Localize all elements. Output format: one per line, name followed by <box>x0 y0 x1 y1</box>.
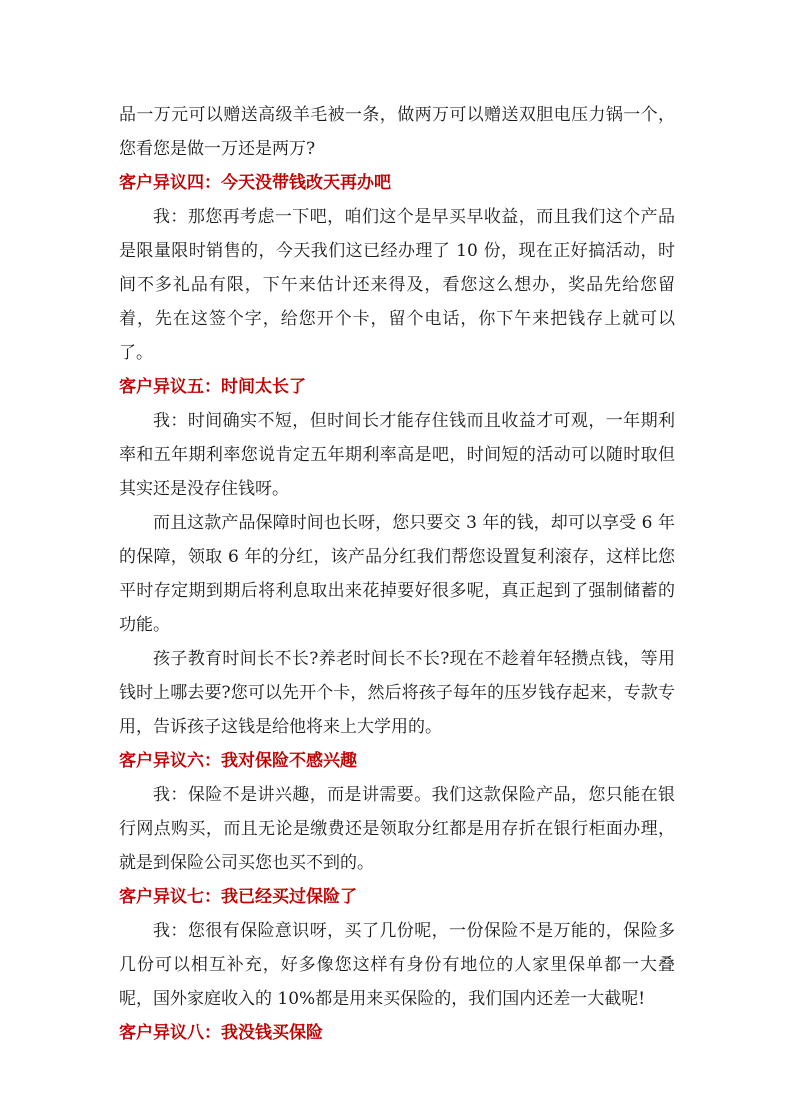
document-body <box>119 98 675 1050</box>
paragraph-continued: 品一万元可以赠送高级羊毛被一条，做两万可以赠送双胆电压力锅一个，您看您是做一万还是两万? <box>119 105 675 159</box>
section-heading-objection-6: 客户异议六：我对保险不感兴趣 <box>119 751 357 771</box>
section-heading-objection-8: 客户异议八：我没钱买保险 <box>119 1023 323 1043</box>
paragraph-objection-5-protection: 而且这款产品保障时间也长呀，您只要交 3 年的钱，却可以享受 6 年的保障，领取 6 年的分红，该产品分红我们帮您设置复利滚存，这样比您平时存定期到期后将利息取出来花掉要好很多呢，真正起到了强制储蓄的功能。 <box>119 513 675 635</box>
paragraph-objection-5-response: 我：时间确实不短，但时间长才能存住钱而且收益才可观，一年期利率和五年期利率您说肯定五年期利率高是吧，时间短的活动可以随时取但其实还是没存住钱呀。 <box>119 411 675 499</box>
section-heading-objection-4: 客户异议四：今天没带钱改天再办吧 <box>119 173 391 193</box>
section-heading-objection-7: 客户异议七：我已经买过保险了 <box>119 887 357 907</box>
paragraph-objection-6-response: 我：保险不是讲兴趣，而是讲需要。我们这款保险产品，您只能在银行网点购买，而且无论是缴费还是领取分红都是用存折在银行柜面办理，就是到保险公司买您也买不到的。 <box>119 785 675 873</box>
paragraph-objection-5-education: 孩子教育时间长不长?养老时间长不长?现在不趁着年轻攒点钱，等用钱时上哪去要?您可以先开个卡，然后将孩子每年的压岁钱存起来，专款专用，告诉孩子这钱是给他将来上大学用的。 <box>119 649 675 737</box>
paragraph-objection-7-response: 我：您很有保险意识呀，买了几份呢，一份保险不是万能的，保险多几份可以相互补充，好多像您这样有身份有地位的人家里保单都一大叠呢，国外家庭收入的 10%都是用来买保险的，我们国内还差一大截呢! <box>119 921 675 1009</box>
section-heading-objection-5: 客户异议五：时间太长了 <box>119 377 306 397</box>
paragraph-objection-4-response: 我：那您再考虑一下吧，咱们这个是早买早收益，而且我们这个产品是限量限时销售的，今天我们这已经办理了 10 份，现在正好搞活动，时间不多礼品有限，下午来估计还来得及，看您这么想办，奖品先给您留着，先在这签个字，给您开个卡，留个电话，你下午来把钱存上就可以了。 <box>119 207 675 363</box>
